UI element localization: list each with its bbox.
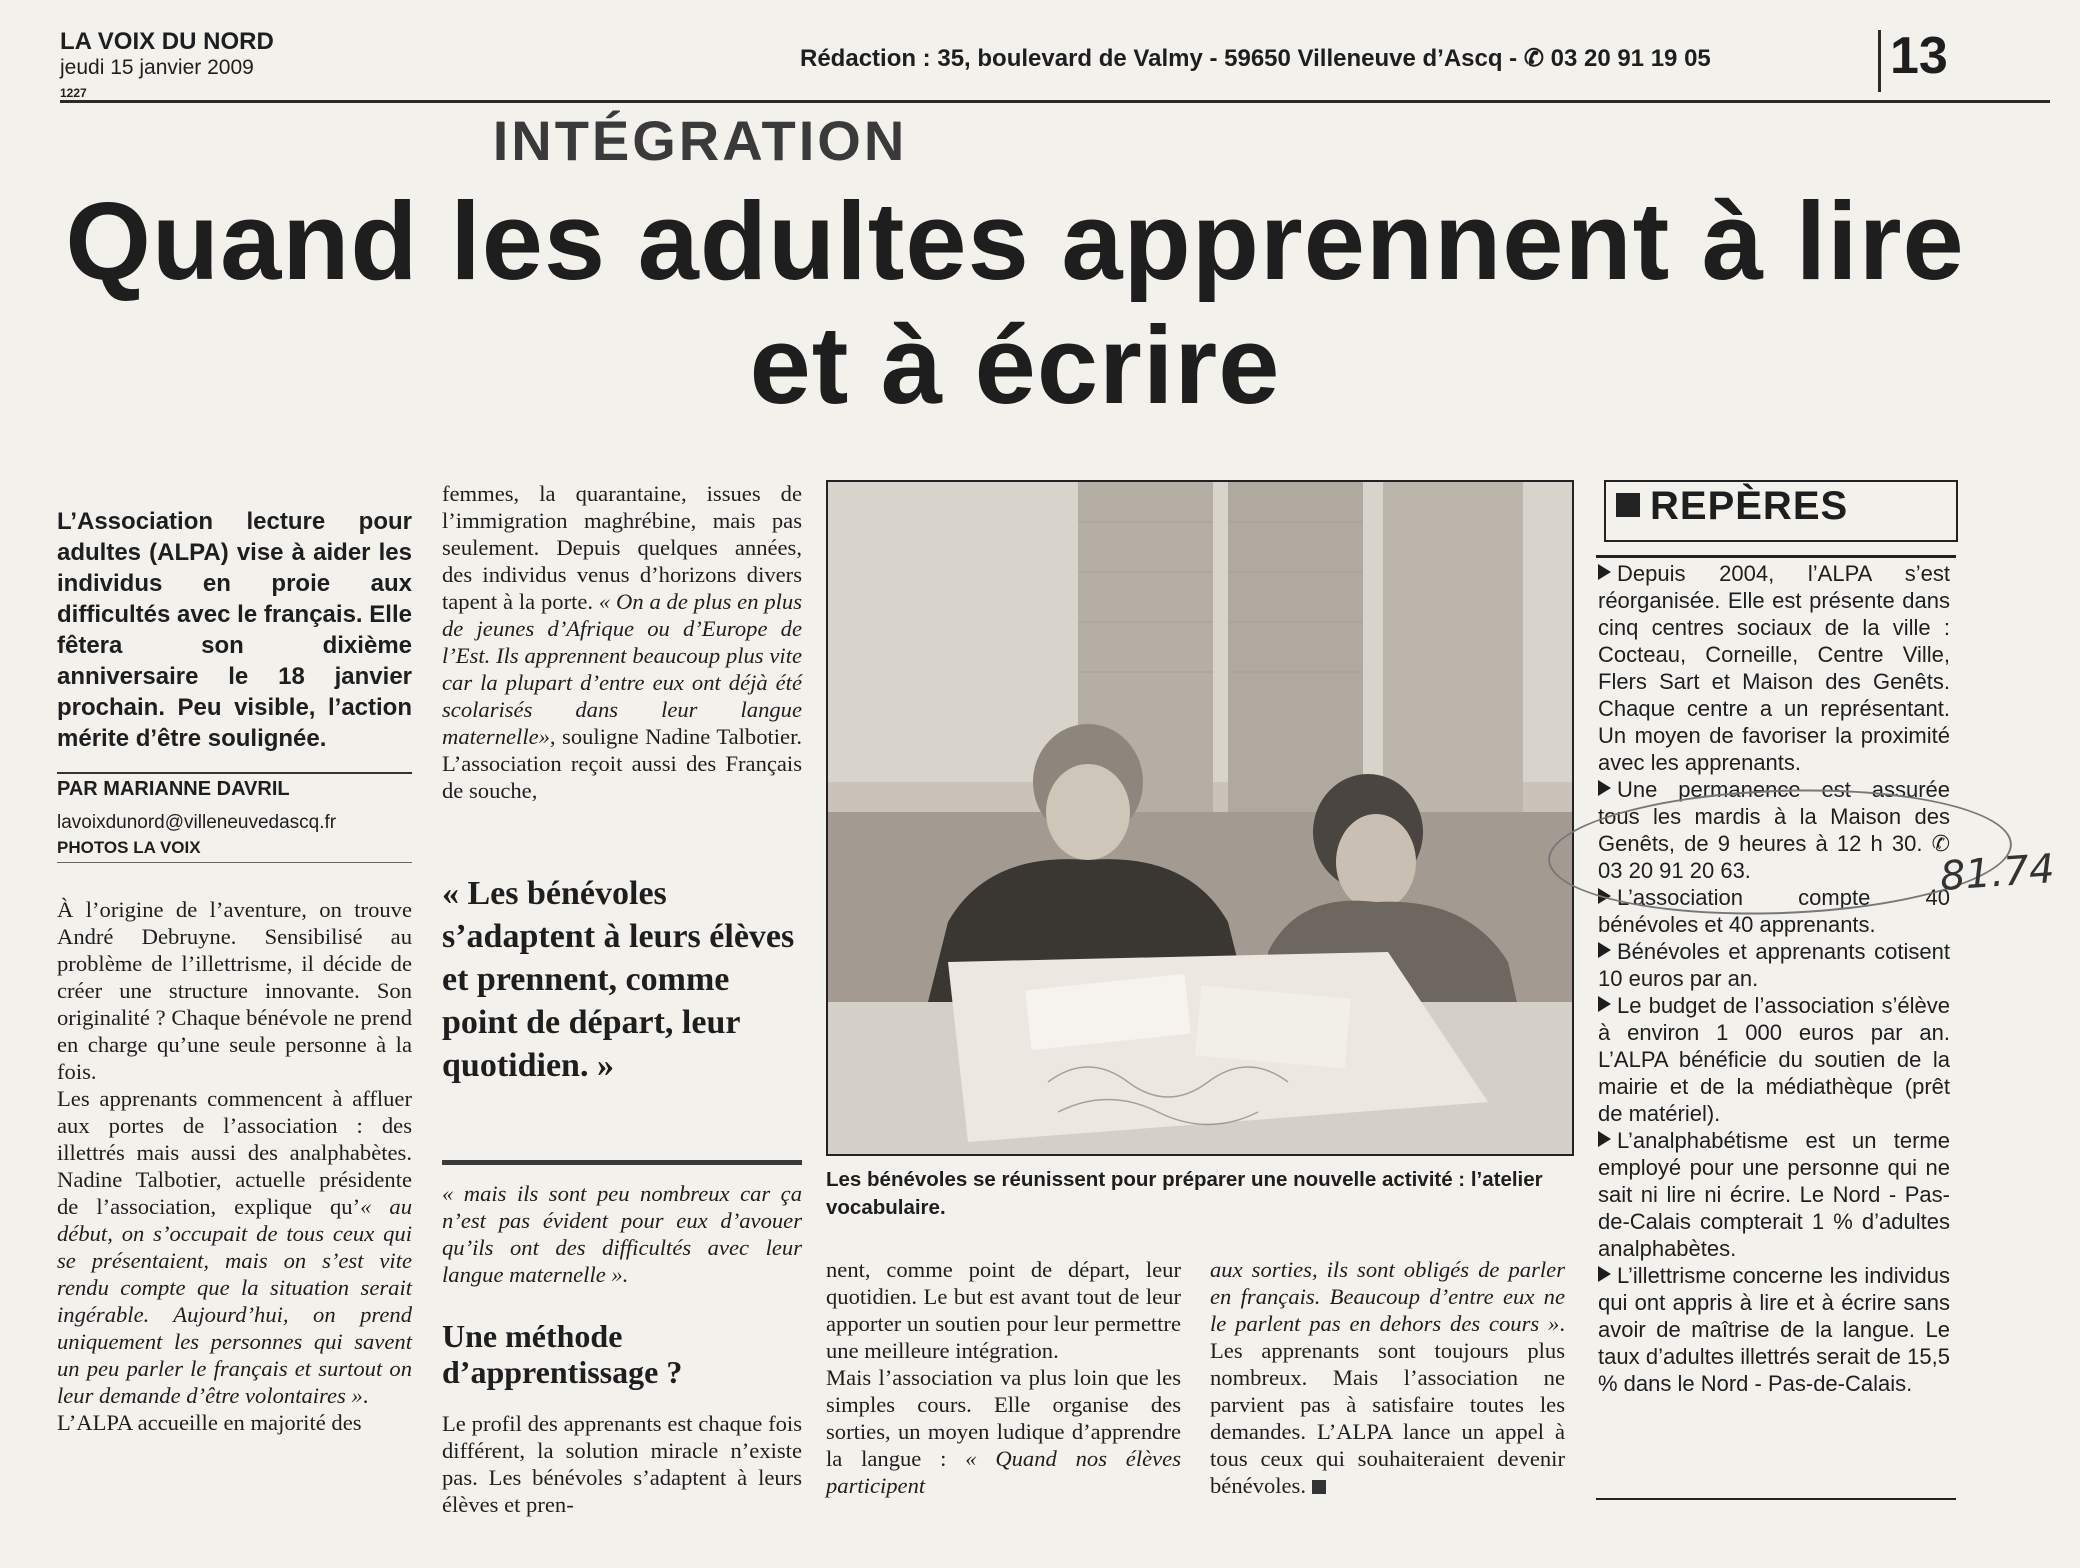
- reperes-item: [1598, 992, 1950, 1127]
- text-run: femmes, la quarantaine, issues de l’immigration maghrébine, mais pas seulement. Depuis quelques années, des individus venus d’horizons divers tapent à la porte.: [442, 481, 802, 614]
- text-run: , souligne Nadine Talbotier. L’association reçoit aussi des Français de souche,: [442, 724, 802, 803]
- reperes-item-text: L’association compte 40 bénévoles et 40 apprenants.: [1598, 885, 1950, 937]
- end-of-article-icon: [1312, 1480, 1326, 1494]
- pull-quote-rule: [442, 1160, 802, 1165]
- column-2-top: [442, 480, 802, 804]
- reperes-rule: [1596, 555, 1956, 558]
- column-2-bottom: Le profil des apprenants est chaque fois différent, la solution miracle n’existe pas. Les bénévoles s’adaptent à leurs élèves et pren-: [442, 1411, 802, 1517]
- text-run: Mais l’association va plus loin que les simples cours. Elle organise des sorties, un moyen ludique d’apprendre la langue :: [826, 1365, 1181, 1471]
- text-run: Les apprenants commencent à affluer aux portes de l’association : des illettrés mais aussi des analphabètes. Nadine Talbotier, actuelle présidente de l’association, explique qu’: [57, 1086, 412, 1219]
- newspaper-name: LA VOIX DU NORD: [60, 28, 274, 55]
- paragraph: [826, 1364, 1181, 1499]
- pull-quote: « Les bénévoles s’adaptent à leurs élèves et prennent, comme point de départ, leur quotidien. »: [442, 875, 795, 1084]
- subheading: Une méthode d’apprentissage ?: [442, 1318, 683, 1390]
- photo-caption: Les bénévoles se réunissent pour préparer une nouvelle activité : l’atelier vocabulaire.: [826, 1168, 1543, 1219]
- quote-run: « On a de plus en plus de jeunes d’Afrique ou d’Europe de l’Est. Ils apprennent beaucoup plus vite car la plupart d’entre eux ont déjà été scolarisés dans leur langue maternelle»: [442, 589, 802, 749]
- section-rubric: INTÉGRATION: [492, 109, 908, 172]
- newsroom-address: Rédaction : 35, boulevard de Valmy - 59650 Villeneuve d’Ascq - ✆ 03 20 91 19 05: [800, 45, 1711, 72]
- reperes-item-text: L’analphabétisme est un terme employé pour une personne qui ne sait ni lire ni écrire. Le Nord - Pas-de-Calais compterait 1 % d’adultes analphabètes.: [1598, 1128, 1950, 1261]
- byline: PAR MARIANNE DAVRIL: [57, 778, 290, 800]
- triangle-bullet-icon: [1598, 942, 1611, 958]
- page-number: 13: [1890, 27, 1948, 85]
- author-email[interactable]: lavoixdunord@villeneuvedascq.fr: [57, 812, 337, 833]
- reperes-item: [1598, 560, 1950, 776]
- text-run: . Les apprenants sont toujours plus nombreux. Mais l’association ne parvient pas à satisfaire toutes les demandes. L’ALPA lance un appel à tous ceux qui souhaiteraient devenir bénévoles.: [1210, 1311, 1565, 1498]
- page-number-divider: [1878, 30, 1881, 92]
- column-2-quote-continuation: « mais ils sont peu nombreux car ça n’est pas évident pour eux d’avouer qu’ils ont des difficultés avec leur langue maternelle ».: [442, 1181, 802, 1287]
- paragraph: nent, comme point de départ, leur quotidien. Le but est avant tout de leur apporter un soutien pour leur permettre une meilleure intégration.: [826, 1257, 1181, 1363]
- triangle-bullet-icon: [1598, 780, 1611, 796]
- triangle-bullet-icon: [1598, 996, 1611, 1012]
- folio-code: 1227: [60, 86, 87, 100]
- triangle-bullet-icon: [1598, 1266, 1611, 1282]
- reperes-item: [1598, 938, 1950, 992]
- reperes-item-text: Le budget de l’association s’élève à environ 1 000 euros par an. L’ALPA bénéficie du soutien de la mairie et de la médiathèque (prêt de matériel).: [1598, 993, 1950, 1126]
- reperes-item: [1598, 1127, 1950, 1262]
- quote-run: « au début, on s’occupait de tous ceux qui se présentaient, mais on s’est vite rendu compte que la situation serait ingérable. Aujourd’hui, on prend uniquement les personnes qui savent un peu parler le français et surtout on leur demande d’être volontaires »: [57, 1194, 413, 1408]
- paragraph: À l’origine de l’aventure, on trouve André Debruyne. Sensibilisé au problème de l’illettrisme, il décide de créer une structure innovante. Son originalité ? Chaque bénévole ne prend en charge qu’une seule personne à la fois.: [57, 897, 412, 1084]
- text-run: .: [362, 1383, 369, 1408]
- photo-illustration: [828, 482, 1572, 1154]
- masthead-rule: [60, 100, 2050, 103]
- reperes-item-text: L’illettrisme concerne les individus qui ont appris à lire et à écrire sans avoir de maîtrise de la langue. Le taux d’adultes illettrés serait de 15,5 % dans le Nord - Pas-de-Calais.: [1598, 1263, 1950, 1396]
- reperes-title-text: REPÈRES: [1650, 484, 1849, 528]
- paragraph: [57, 1085, 412, 1409]
- article-headline: Quand les adultes apprennent à lire et à écrire: [65, 180, 1965, 427]
- column-3-body: [826, 1256, 1181, 1499]
- reperes-item-text: Bénévoles et apprenants cotisent 10 euros par an.: [1598, 939, 1950, 991]
- reperes-item-text: Depuis 2004, l’ALPA s’est réorganisée. Elle est présente dans cinq centres sociaux de la ville : Cocteau, Corneille, Centre Ville, Flers Sart et Maison des Genêts. Chaque centre a un représentant. Un moyen de favoriser la proximité avec les apprenants.: [1598, 561, 1950, 775]
- quote-run: aux sorties, ils sont obligés de parler en français. Beaucoup d’entre eux ne le parlent pas en dehors des cours »: [1210, 1257, 1565, 1336]
- column-1-body: [57, 896, 412, 1436]
- reperes-item-text: Une permanence est assurée tous les mardis à la Maison des Genêts, de 9 heures à 12 h 30. ✆ 03 20 91 20 63.: [1598, 777, 1950, 883]
- byline-rule: [57, 772, 412, 774]
- triangle-bullet-icon: [1598, 564, 1611, 580]
- reperes-list: [1598, 560, 1950, 1397]
- square-bullet-icon: [1616, 493, 1640, 517]
- article-intro: L’Association lecture pour adultes (ALPA) vise à aider les individus en proie aux difficultés avec le français. Elle fêtera son dixième anniversaire le 18 janvier prochain. Peu visible, l’action mérite d’être soulignée.: [57, 508, 412, 752]
- reperes-bottom-rule: [1596, 1498, 1956, 1500]
- quote-run: « Quand nos élèves participent: [826, 1446, 1181, 1498]
- reperes-title: [1616, 484, 1848, 529]
- handwritten-note: 81.74: [1938, 846, 2056, 900]
- photo-credit: PHOTOS LA VOIX: [57, 838, 201, 857]
- byline-rule-bottom: [57, 862, 412, 863]
- paragraph: L’ALPA accueille en majorité des: [57, 1410, 362, 1435]
- issue-date: jeudi 15 janvier 2009: [60, 56, 254, 79]
- triangle-bullet-icon: [1598, 1131, 1611, 1147]
- article-photo: [826, 480, 1574, 1156]
- reperes-item: [1598, 1262, 1950, 1397]
- column-4-body: [1210, 1256, 1565, 1499]
